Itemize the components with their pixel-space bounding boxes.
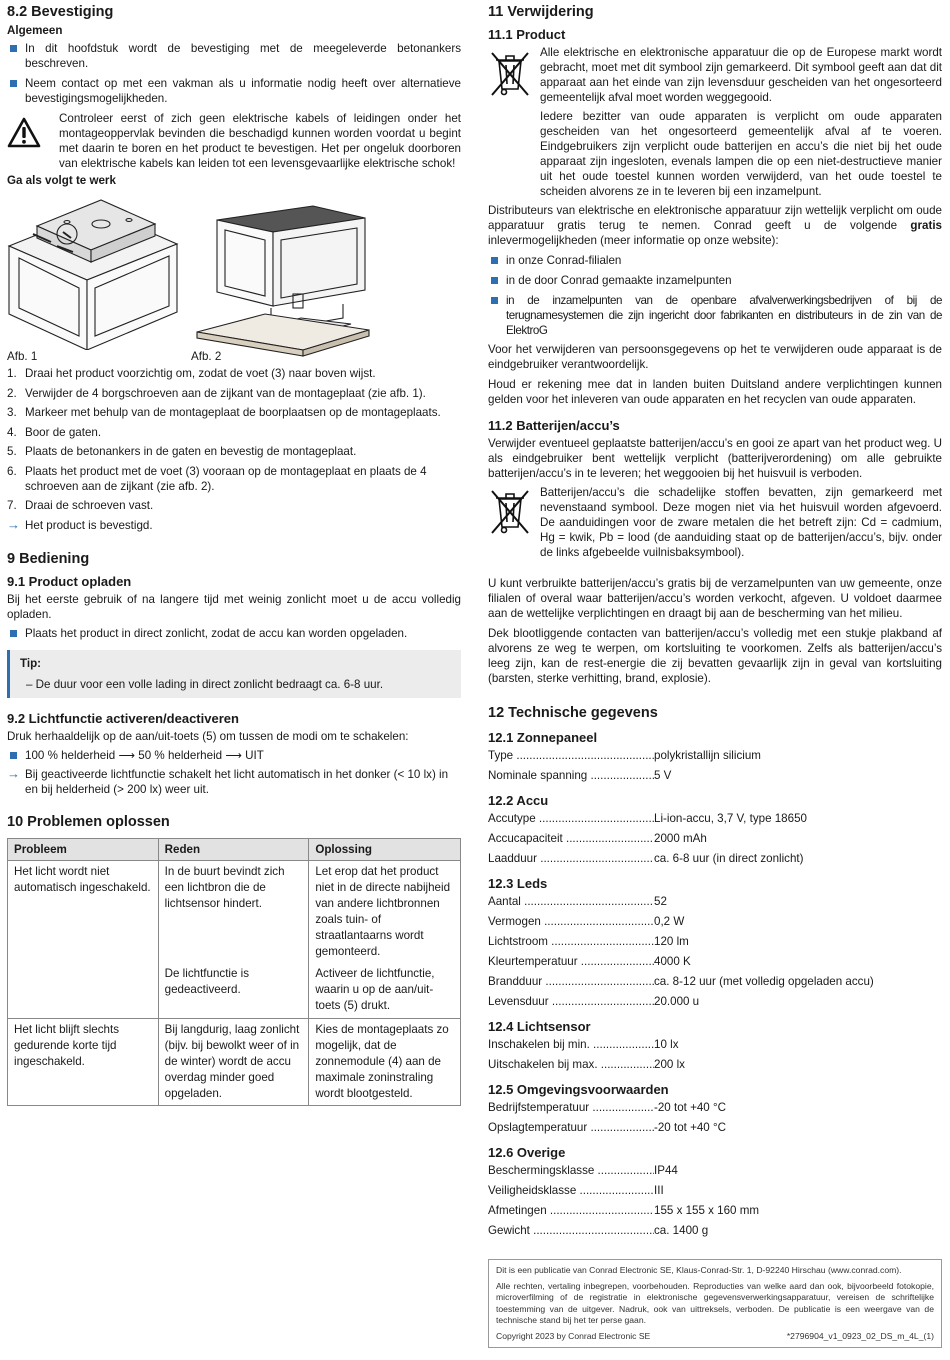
step-text: Verwijder de 4 borgschroeven aan de zijkant van de montageplaat (zie afb. 1). bbox=[25, 386, 426, 400]
table-cell: Let erop dat het product niet in de directe nabijheid van andere lichtbronnen zoals tuin- of straatlantaarns wordt gemonteerd. bbox=[309, 860, 461, 963]
step-item bbox=[7, 444, 461, 459]
publisher-line: Dit is een publicatie van Conrad Electronic SE, Klaus-Conrad-Str. 1, D-92240 Hirschau (www.conrad.com). bbox=[496, 1265, 902, 1275]
right-column bbox=[488, 0, 942, 1241]
step-number: 7. bbox=[7, 499, 17, 512]
spec-key: Veiligheidsklasse ..... bbox=[488, 1181, 654, 1201]
table-cell: In de buurt bevindt zich een lichtbron die de lichtsensor hindert. bbox=[158, 860, 309, 963]
step-number: 5. bbox=[7, 445, 17, 458]
step-number: 2. bbox=[7, 386, 17, 400]
spec-row bbox=[488, 1098, 942, 1118]
spec-row bbox=[488, 746, 942, 766]
step-text: Draai het product voorzichtig om, zodat de voet (3) naar boven wijst. bbox=[25, 367, 376, 380]
spec-row bbox=[488, 766, 942, 786]
charge-bullets bbox=[7, 626, 461, 641]
spec-group-title: 12.5 Omgevingsvoorwaarden bbox=[488, 1082, 669, 1097]
spec-key: Vermogen ..... bbox=[488, 912, 654, 932]
spec-key: Afmetingen ..... bbox=[488, 1201, 654, 1221]
step-item bbox=[7, 386, 461, 401]
spec-value: ca. 8-12 uur (met volledig opgeladen accu) bbox=[654, 975, 874, 988]
column-header: Oplossing bbox=[309, 838, 461, 860]
left-column bbox=[7, 0, 461, 1106]
section-11-2-title: 11.2 Batterijen/accu’s bbox=[488, 418, 620, 433]
spec-value: polykristallijn silicium bbox=[654, 749, 761, 762]
section-10-title: 10 Problemen oplossen bbox=[7, 813, 170, 830]
auto-light-note: → Bij geactiveerde lichtfunctie schakelt het licht automatisch in het donker (< 10 lx) in en bij helderheid (> 200 lx) weer uit. bbox=[7, 767, 461, 797]
figure-1-illustration bbox=[7, 194, 185, 350]
spec-group-title: 12.2 Accu bbox=[488, 793, 549, 808]
battery-paragraph: Verwijder eventueel geplaatste batterijen/accu’s en gooi ze apart van het product weg. U als eindgebruiker bent wettelijk verplicht (batterijverordening) om alle gebruikte batterijen/accu’s in te leveren; het weggooien bij het huisvuil is verboden. bbox=[488, 437, 942, 480]
crossed-bin-icon bbox=[488, 45, 540, 199]
spec-row bbox=[488, 1118, 942, 1138]
spec-row bbox=[488, 1161, 942, 1181]
spec-row bbox=[488, 972, 942, 992]
battery-return-paragraph: U kunt verbruikte batterijen/accu’s gratis bij de verzamelpunten van uw gemeente, onze filialen of overal waar batterijen/accu’s worden verkocht, afgeven. U voldoet daarmee aan de wettelijke verplichtingen en draagt bij aan de bescherming van het milieu. bbox=[488, 577, 942, 620]
light-function-text: Druk herhaaldelijk op de aan/uit-toets (5) om tussen de modi om te schakelen: bbox=[7, 729, 409, 743]
step-item bbox=[7, 498, 461, 513]
step-text: Markeer met behulp van de montageplaat de boorplaatsen op de montageplaats. bbox=[25, 406, 441, 419]
spec-row bbox=[488, 1181, 942, 1201]
spec-value: III bbox=[654, 1184, 664, 1197]
step-text: Boor de gaten. bbox=[25, 425, 102, 439]
spec-value: 10 lx bbox=[654, 1038, 679, 1051]
battery-weee-block bbox=[488, 485, 942, 560]
spec-value: 0,2 W bbox=[654, 915, 685, 928]
list-item: in de inzamelpunten van de openbare afvalverwerkingsbedrijven of bij de terugnamesystemen die zijn ingericht door fabrikanten en distributeurs in de zin van de ElektroG bbox=[488, 293, 942, 338]
copyright-text: Copyright 2023 by Conrad Electronic SE bbox=[496, 1330, 651, 1341]
spec-row bbox=[488, 1035, 942, 1055]
step-item bbox=[7, 366, 461, 381]
general-bullets bbox=[7, 41, 461, 106]
figure-2-illustration bbox=[193, 198, 373, 358]
document-code: *2796904_v1_0923_02_DS_m_4L_(1) bbox=[786, 1330, 934, 1341]
distributor-text-end: inlevermogelijkheden (meer informatie op onze website): bbox=[488, 234, 779, 247]
spec-value: Li-ion-accu, 3,7 V, type 18650 bbox=[654, 812, 807, 825]
section-9-title: 9 Bediening bbox=[7, 550, 90, 567]
spec-key: Accutype ..... bbox=[488, 809, 654, 829]
spec-row bbox=[488, 912, 942, 932]
weee-text bbox=[540, 45, 942, 199]
return-options bbox=[488, 253, 942, 338]
spec-value: 5 V bbox=[654, 769, 672, 782]
spec-group-title: 12.3 Leds bbox=[488, 876, 548, 891]
imprint-footer bbox=[488, 1259, 942, 1348]
table-cell: De lichtfunctie is gedeactiveerd. bbox=[158, 963, 309, 1019]
foreign-countries-paragraph: Houd er rekening mee dat in landen buiten Duitsland andere verplichtingen kunnen gelden voor het inleveren van oude apparaten en het recyclen van oude apparaten. bbox=[488, 378, 942, 406]
section-12-title: 12 Technische gegevens bbox=[488, 705, 658, 721]
table-cell: Activeer de lichtfunctie, waarin u op de aan/uit-toets (5) drukt. bbox=[309, 963, 461, 1019]
section-8-2-title: 8.2 Bevestiging bbox=[7, 4, 114, 20]
spec-row bbox=[488, 809, 942, 829]
troubleshooting-table bbox=[7, 838, 461, 1107]
step-text: Plaats het product met de voet (3) vooraan op de montageplaat en plaats de 4 schroeven aan de zijkant (zie afb. 2). bbox=[25, 464, 427, 493]
spec-row bbox=[488, 1221, 942, 1241]
battery-symbol-text: Batterijen/accu’s die schadelijke stoffen bevatten, zijn gemarkeerd met nevenstaand symbool. Deze mogen niet via het huisvuil worden afgevoerd. De aanduidingen voor de zware metalen die het betreft zijn: Cd = cadmium, Hg = kwik, Pb = lood (de aanduiding staat op de batterijen/accu’s, bijv. onder de links afgebeelde vuilnisbaksymbool). bbox=[540, 486, 942, 559]
warning-text: Controleer eerst of zich geen elektrische kabels of leidingen onder het montageoppervlak bevinden die beschadigd kunnen worden voordat u begint met daarin te boren en het product te bevestigen. Het per ongeluk doorboren van elektrische kabels kan leiden tot een levensgevaarlijke elektrische schok! bbox=[59, 112, 461, 170]
spec-row bbox=[488, 992, 942, 1012]
spec-value: -20 tot +40 °C bbox=[654, 1121, 726, 1134]
spec-row bbox=[488, 829, 942, 849]
spec-row bbox=[488, 1055, 942, 1075]
spec-key: Laadduur ..... bbox=[488, 849, 654, 869]
list-item: in onze Conrad-filialen bbox=[488, 253, 942, 268]
spec-key: Type ..... bbox=[488, 746, 654, 766]
spec-key: Brandduur ..... bbox=[488, 972, 654, 992]
mounting-steps bbox=[7, 366, 461, 513]
step-item bbox=[7, 464, 461, 494]
section-11-title: 11 Verwijdering bbox=[488, 4, 594, 20]
weee-block bbox=[488, 45, 942, 199]
spec-value: IP44 bbox=[654, 1164, 678, 1177]
list-item: in de door Conrad gemaakte inzamelpunten bbox=[488, 273, 942, 288]
table-cell: Bij langdurig, laag zonlicht (bijv. bij bewolkt weer of in de winter) wordt de accu overdag minder goed opgeladen. bbox=[158, 1019, 309, 1106]
spec-key: Aantal ..... bbox=[488, 892, 654, 912]
step-number: 4. bbox=[7, 425, 17, 439]
spec-key: Accucapaciteit ..... bbox=[488, 829, 654, 849]
distributor-paragraph bbox=[488, 203, 942, 248]
spec-key: Beschermingsklasse ..... bbox=[488, 1161, 654, 1181]
table-row bbox=[8, 1019, 461, 1106]
spec-group-title: 12.4 Lichtsensor bbox=[488, 1019, 591, 1034]
spec-row bbox=[488, 892, 942, 912]
spec-value: ca. 6-8 uur (in direct zonlicht) bbox=[654, 852, 804, 865]
disposal-paragraph: Iedere bezitter van oude apparaten is verplicht om oude apparaten gescheiden van het ongesorteerd gemeentelijk afval af te voeren. Eindgebruikers zijn verplicht oude batterijen en accu’s die niet bij het oude apparaat zijn ingesloten, evenals lampen die op een niet-destructieve manier uit het oude toestel kunnen worden verwijderd, van het oude toestel te scheiden alvorens ze in te leveren bij een inzamelpunt. bbox=[540, 110, 942, 198]
spec-key: Bedrijfstemperatuur ..... bbox=[488, 1098, 654, 1118]
section-9-2-title: 9.2 Lichtfunctie activeren/deactiveren bbox=[7, 710, 239, 726]
spec-row bbox=[488, 1201, 942, 1221]
figures bbox=[7, 188, 461, 364]
spec-value: 2000 mAh bbox=[654, 832, 707, 845]
footer-bottom-row bbox=[496, 1331, 934, 1343]
spec-key: Opslagtemperatuur ..... bbox=[488, 1118, 654, 1138]
result-line: → Het product is bevestigd. bbox=[7, 518, 461, 533]
table-cell: Het licht blijft slechts gedurende korte tijd ingeschakeld. bbox=[8, 1019, 159, 1106]
procedure-heading: Ga als volgt te werk bbox=[7, 174, 116, 187]
step-text: Plaats de betonankers in de gaten en bevestig de montageplaat. bbox=[25, 445, 357, 458]
table-header-row bbox=[8, 838, 461, 860]
section-9-1-title: 9.1 Product opladen bbox=[7, 573, 132, 589]
spec-row bbox=[488, 952, 942, 972]
mode-bullets bbox=[7, 748, 461, 763]
list-item: Neem contact op met een vakman als u informatie nodig heeft over alternatieve bevestigingsmogelijkheden. bbox=[7, 76, 461, 106]
tip-label: Tip: bbox=[20, 656, 42, 670]
spec-value: 52 bbox=[654, 895, 667, 908]
short-circuit-paragraph: Dek blootliggende contacten van batterijen/accu’s volledig met een stukje plakband af alvorens ze weg te werpen, om kortsluiting te voorkomen. Zelfs als batterijen/accu’s leeg zijn, kan de rest-energie die zij bevatten gevaarlijk zijn in geval van kortsluiting (barsten, sterke verhitting, brand, explosie). bbox=[488, 627, 942, 685]
personal-data-paragraph: Voor het verwijderen van persoonsgegevens op het te verwijderen oude apparaat is de eindgebruiker verantwoordelijk. bbox=[488, 343, 942, 371]
disposal-paragraph: Alle elektrische en elektronische apparatuur die op de Europese markt wordt gebracht, moet met dit symbool zijn gemarkeerd. Dit symbool geeft aan dat dit apparaat aan het einde van zijn levensduur gescheiden van het ongesorteerd gemeentelijk afval moet worden weggegooid. bbox=[540, 46, 942, 104]
spec-value: -20 tot +40 °C bbox=[654, 1101, 726, 1114]
spec-value: 20.000 u bbox=[654, 995, 700, 1008]
distributor-text: Distributeurs van elektrische en elektronische apparatuur zijn wettelijk verplicht om oude apparatuur gratis terug te nemen. Conrad geeft u de volgende bbox=[488, 204, 942, 232]
spec-row bbox=[488, 849, 942, 869]
warning-icon bbox=[7, 111, 59, 171]
column-header: Reden bbox=[158, 838, 309, 860]
charge-text: Bij het eerste gebruik of na langere tijd met weinig zonlicht moet u de accu volledig opladen. bbox=[7, 592, 461, 621]
spec-key: Inschakelen bij min. ..... bbox=[488, 1035, 654, 1055]
free-emphasis: gratis bbox=[910, 219, 942, 232]
spec-value: 4000 K bbox=[654, 955, 691, 968]
list-item: 100 % helderheid ⟶ 50 % helderheid ⟶ UIT bbox=[7, 748, 461, 763]
spec-group-title: 12.6 Overige bbox=[488, 1145, 566, 1160]
rights-line: Alle rechten, vertaling inbegrepen, voorbehouden. Reproducties van welke aard dan ook, bijvoorbeeld fotokopie, microverfilming of de registratie in elektronische gegevensverwerkingsapparatuur, vereisen de schriftelijke toestemming van de uitgever. Nadruk, ook van uittreksels, verboden. De publicatie is een weergave van de technische stand bij het ter perse gaan. bbox=[496, 1280, 934, 1325]
spec-key: Levensduur ..... bbox=[488, 992, 654, 1012]
column-header: Probleem bbox=[8, 838, 159, 860]
figure-1-label: Afb. 1 bbox=[7, 350, 38, 363]
step-text: Draai de schroeven vast. bbox=[25, 499, 154, 512]
spec-group-title: 12.1 Zonnepaneel bbox=[488, 730, 598, 745]
spec-value: 200 lx bbox=[654, 1058, 685, 1071]
spec-value: 120 lm bbox=[654, 935, 689, 948]
list-item: Plaats het product in direct zonlicht, zodat de accu kan worden opgeladen. bbox=[7, 626, 461, 641]
spec-key: Lichtstroom ..... bbox=[488, 932, 654, 952]
step-item bbox=[7, 405, 461, 420]
step-number: 6. bbox=[7, 464, 17, 478]
warning-block bbox=[7, 111, 461, 171]
figure-2-label: Afb. 2 bbox=[191, 350, 222, 363]
spec-value: ca. 1400 g bbox=[654, 1224, 709, 1237]
table-row bbox=[8, 860, 461, 963]
spec-key: Gewicht ..... bbox=[488, 1221, 654, 1241]
step-item bbox=[7, 425, 461, 440]
general-heading: Algemeen bbox=[7, 24, 63, 37]
step-number: 1. bbox=[7, 367, 17, 380]
spec-key: Nominale spanning ..... bbox=[488, 766, 654, 786]
tip-box bbox=[7, 650, 461, 698]
step-number: 3. bbox=[7, 406, 17, 419]
spec-key: Uitschakelen bij max. ..... bbox=[488, 1055, 654, 1075]
spec-value: 155 x 155 x 160 mm bbox=[654, 1204, 760, 1217]
tip-text: – De duur voor een volle lading in direct zonlicht bedraagt ca. 6-8 uur. bbox=[26, 677, 384, 691]
list-item: In dit hoofdstuk wordt de bevestiging met de meegeleverde betonankers beschreven. bbox=[7, 41, 461, 71]
section-11-1-title: 11.1 Product bbox=[488, 27, 566, 42]
spec-key: Kleurtemperatuur ..... bbox=[488, 952, 654, 972]
spec-row bbox=[488, 932, 942, 952]
crossed-bin-icon bbox=[488, 485, 540, 560]
table-cell: Het licht wordt niet automatisch ingeschakeld. bbox=[8, 860, 159, 1019]
table-cell: Kies de montageplaats zo mogelijk, dat de zonnemodule (4) aan de maximale zoninstraling wordt blootgesteld. bbox=[309, 1019, 461, 1106]
